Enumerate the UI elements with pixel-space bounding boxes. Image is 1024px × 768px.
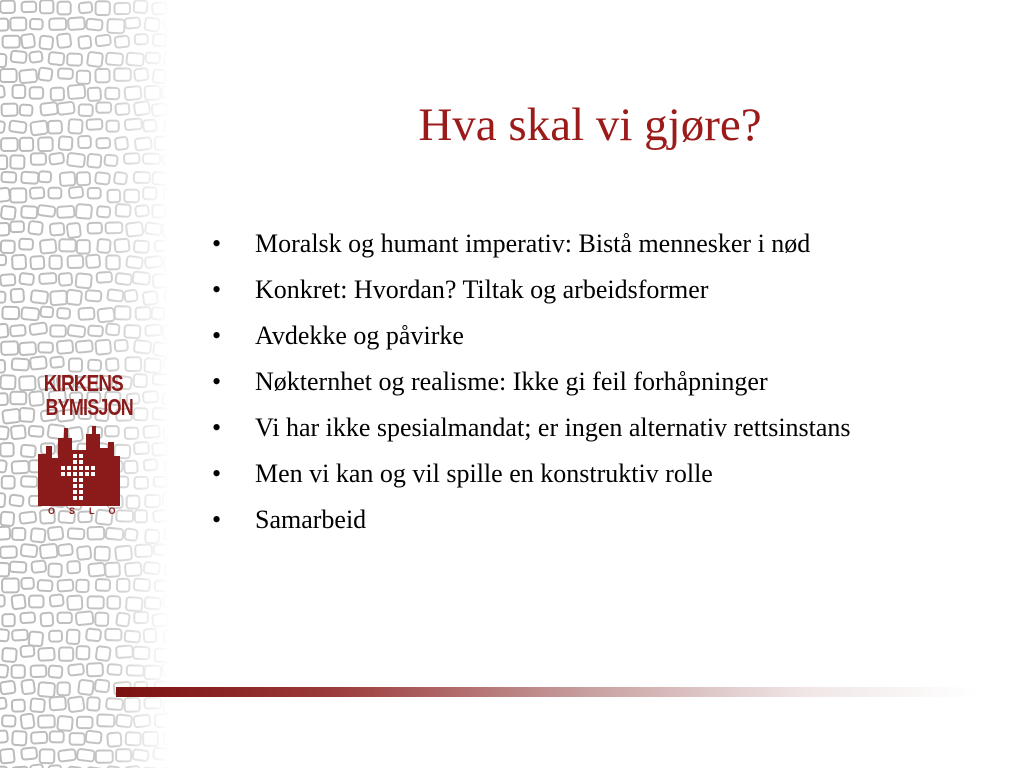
bullet-item [212,412,972,443]
city-skyline-cross-icon [38,424,120,506]
bullet-icon: • [212,321,222,350]
kirkens-bymisjon-logo [36,370,133,522]
bullet-list [212,228,972,550]
bullet-text: Vi har ikke spesialmandat; er ingen alternativ rettsinstans [255,413,851,442]
bullet-icon: • [212,229,222,258]
slide-title: Hva skal vi gjøre? [418,99,762,151]
bullet-item [212,504,972,535]
bullet-item [212,366,972,397]
logo-text-line1: KIRKENS [43,370,123,396]
logo-city-text: OSLO [48,506,130,516]
bullet-text: Avdekke og påvirke [255,321,464,350]
bullet-text: Samarbeid [255,505,367,534]
bullet-text: Moralsk og humant imperativ: Bistå mennesker i nød [255,229,811,258]
bullet-icon: • [212,275,222,304]
gradient-divider [116,687,976,697]
bullet-item [212,320,972,351]
bullet-icon: • [212,367,222,396]
logo-text-line2: BYMISJON [45,394,133,420]
bullet-icon: • [212,459,222,488]
bullet-text: Men vi kan og vil spille en konstruktiv rolle [255,459,713,488]
bullet-icon: • [212,413,222,442]
bullet-text: Nøkternhet og realisme: Ikke gi feil forhåpninger [255,367,768,396]
bullet-icon: • [212,505,222,534]
bullet-text: Konkret: Hvordan? Tiltak og arbeidsformer [255,275,709,304]
bullet-item [212,228,972,259]
bullet-item [212,458,972,489]
bullet-item [212,274,972,305]
